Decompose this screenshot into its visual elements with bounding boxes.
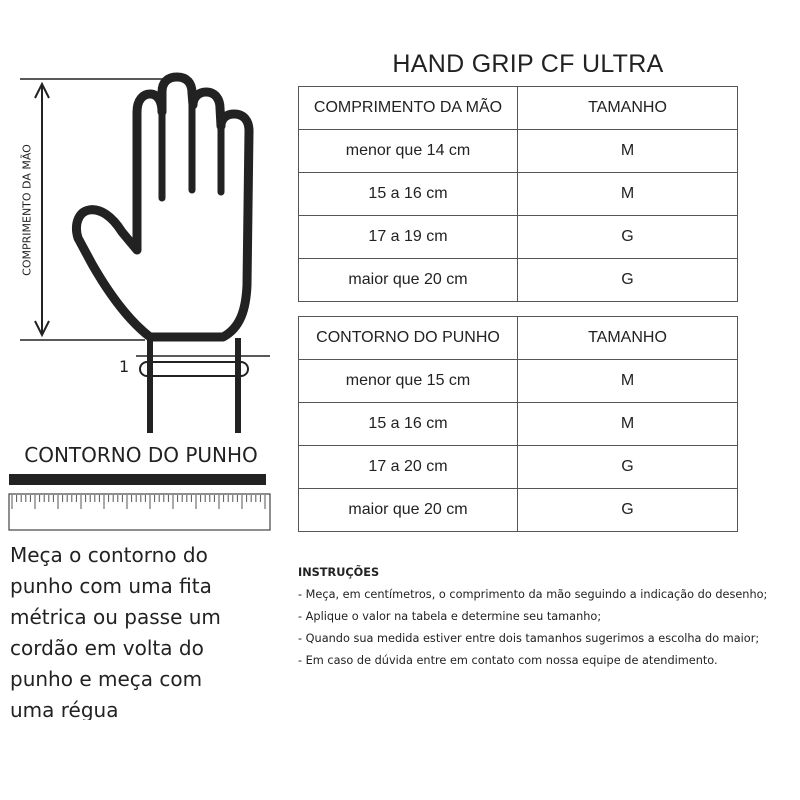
size-cell: M [518,173,738,216]
measure-instruction-text [10,540,300,720]
size-cell: M [518,130,738,173]
table-row [299,173,738,216]
hand-length-label: COMPRIMENTO DA MÃO [20,144,34,276]
instruction-line: - Aplique o valor na tabela e determine seu tamanho; [298,610,602,623]
instruction-line: - Quando sua medida estiver entre dois tamanhos sugerimos a escolha do maior; [298,632,760,645]
column-header-wrist: CONTORNO DO PUNHO [299,317,518,360]
hand-length-cell: menor que 14 cm [299,130,518,173]
size-cell: M [518,360,738,403]
instruction-line: - Meça, em centímetros, o comprimento da mão seguindo a indicação do desenho; [298,588,768,601]
tape-bar-icon [9,474,266,485]
wrist-cell: menor que 15 cm [299,360,518,403]
size-cell: G [518,216,738,259]
instructions-title: INSTRUÇÕES [298,566,380,579]
measure-text-line: métrica ou passe um [10,605,221,629]
wrist-number-label: 1 [119,357,130,376]
hand-length-cell: 17 a 19 cm [299,216,518,259]
column-header-size: TAMANHO [518,87,738,130]
measure-text-line: punho e meça com [10,667,203,691]
size-cell: G [518,489,738,532]
column-header-hand-length: COMPRIMENTO DA MÃO [299,87,518,130]
table-row [299,216,738,259]
table-row [299,259,738,302]
page-title: HAND GRIP CF ULTRA [392,50,664,78]
hand-length-cell: maior que 20 cm [299,259,518,302]
table-row [299,130,738,173]
wrist-band-icon [140,362,248,376]
hand-length-cell: 15 a 16 cm [299,173,518,216]
wrist-cell: 17 a 20 cm [299,446,518,489]
table-row [299,489,738,532]
table-row [299,446,738,489]
ruler-icon [9,494,270,530]
measure-text-line: Meça o contorno do [10,543,208,567]
instructions-block [298,566,798,672]
table-row [299,360,738,403]
measure-text-line: cordão em volta do [10,636,204,660]
instruction-line: - Em caso de dúvida entre em contato com nossa equipe de atendimento. [298,654,718,667]
measure-text-line: uma régua [10,698,119,720]
size-cell: G [518,259,738,302]
size-cell: M [518,403,738,446]
size-cell: G [518,446,738,489]
wrist-size-table [298,316,738,532]
table-row [299,403,738,446]
wrist-cell: maior que 20 cm [299,489,518,532]
measure-text-line: punho com uma fita [10,574,212,598]
table-header-row [299,317,738,360]
wrist-cell: 15 a 16 cm [299,403,518,446]
column-header-size: TAMANHO [518,317,738,360]
table-header-row [299,87,738,130]
hand-measurement-diagram [0,0,290,540]
hand-length-size-table [298,86,738,302]
wrist-contour-label: CONTORNO DO PUNHO [24,443,258,467]
